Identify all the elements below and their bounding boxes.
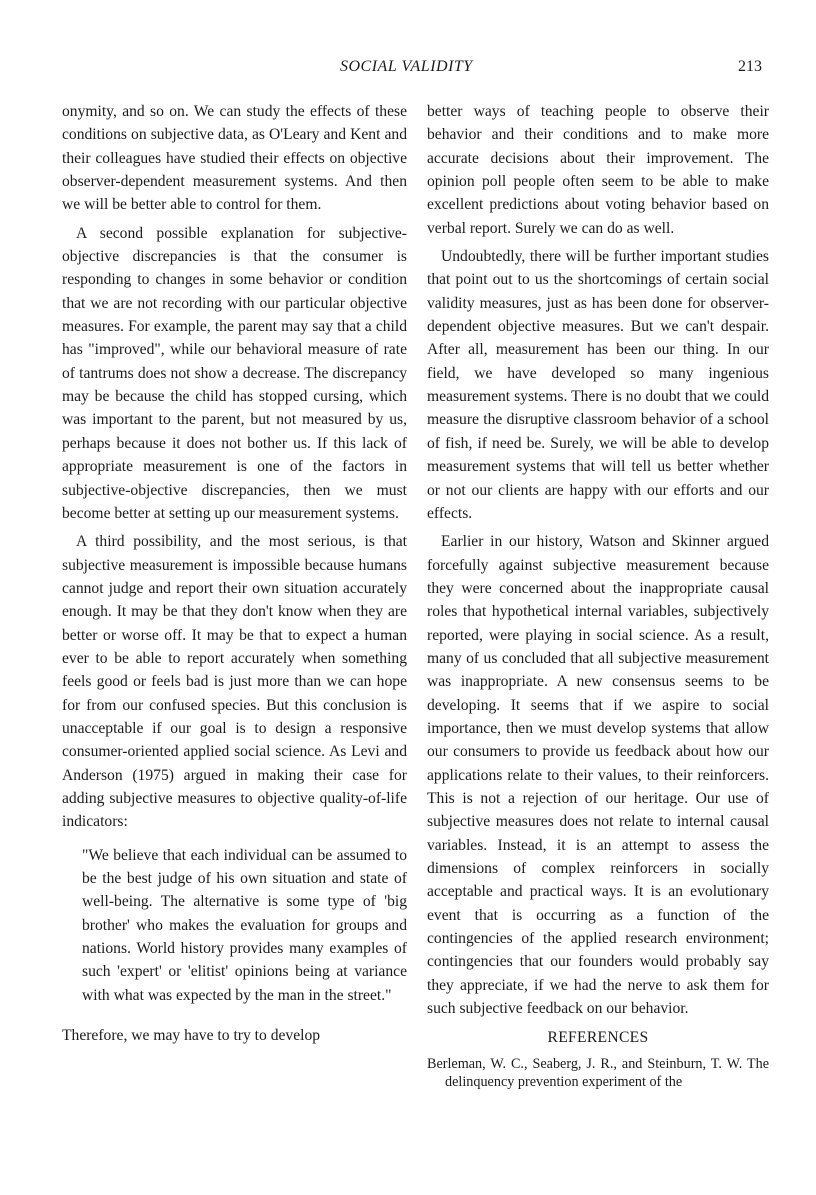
paragraph: A second possible explanation for subjective-objective discrepancies is that the consumer is responding to changes in some behavior or condition that we are not recording with our particular objective measures. For example, the parent may say that a child has "improved", while our behavioral measure of rate of tantrums does not show a decrease. The discrepancy may be because the child has stopped cursing, which was important to the parent, but not measured by us, perhaps because it does not bother us. If this lack of appropriate measurement is one of the factors in subjective-objective discrepancies, then we must become better at setting up our measurement systems. [62,224,407,522]
left-column [62,100,407,1052]
paragraph: Earlier in our history, Watson and Skinner argued forcefully against subjective measurement because they were concerned about the inappropriate causal roles that hypothetical internal variables, subjectively reported, were playing in social science. As a result, many of us concluded that all subjective measurement was inappropriate. A new consensus seems to be developing. It seems that if we aspire to social importance, then we must develop systems that allow our consumers to provide us feedback about how our applications relate to their values, to their reinforcers. This is not a rejection of our heritage. Our use of subjective measures does not relate to internal causal variables. Instead, it is an attempt to assess the dimensions of complex reinforcers in socially acceptable and practical ways. It is an evolutionary event that is occurring as a function of the contingencies of the applied research environment; contingencies that our founders would probably say they appreciate, if we had the nerve to ask them for such subjective feedback on our behavior. [427,533,769,1018]
paragraph: Therefore, we may have to try to develop [62,1027,321,1045]
paragraph: A third possibility, and the most serious, is that subjective measurement is impossible because humans cannot judge and report their own situation accurately enough. It may be that they don't know when they are better or worse off. It may be that to expect a human ever to be able to report accurately when something feels good or feels bad is just more than we can hope for from our confused species. But this conclusion is unacceptable if our goal is to design a responsive consumer-oriented applied social science. As Levi and Anderson (1975) argued in making their case for adding subjective measures to objective quality-of-life indicators: [62,533,407,831]
reference-entry: Berleman, W. C., Seaberg, J. R., and Steinburn, T. W. The delinquency prevention experiment of the [427,1055,769,1090]
paragraph: Undoubtedly, there will be further important studies that point out to us the shortcomings of certain social validity measures, just as has been done for observer-dependent objective measures. But we can't despair. After all, measurement has been our thing. In our field, we have developed so many ingenious measurement systems. There is no doubt that we could measure the disruptive classroom behavior of a school of fish, if need be. Surely, we will be able to develop measurement systems that will tell us better whether or not our clients are happy with our efforts and our effects. [427,248,769,522]
running-title: SOCIAL VALIDITY [340,58,473,75]
running-head [0,58,816,82]
paragraph: onymity, and so on. We can study the effects of these conditions on subjective data, as O'Leary and Kent and their colleagues have studied their effects on objective observer-dependent measurement systems. And then we will be better able to control for them. [62,103,407,214]
block-quote: "We believe that each individual can be assumed to be the best judge of his own situation and state of well-being. The alternative is some type of 'big brother' who makes the evaluation for groups and nations. World history provides many examples of such 'expert' or 'elitist' opinions being at variance with what was expected by the man in the street." [82,846,407,1004]
right-column [427,100,769,1091]
page-number: 213 [738,58,762,75]
references-heading: REFERENCES [547,1029,649,1047]
paragraph: better ways of teaching people to observe their behavior and their conditions and to make more accurate decisions about their improvement. The opinion poll people often seem to be able to make excellent predictions about voting behavior based on verbal report. Surely we can do as well. [427,103,769,237]
